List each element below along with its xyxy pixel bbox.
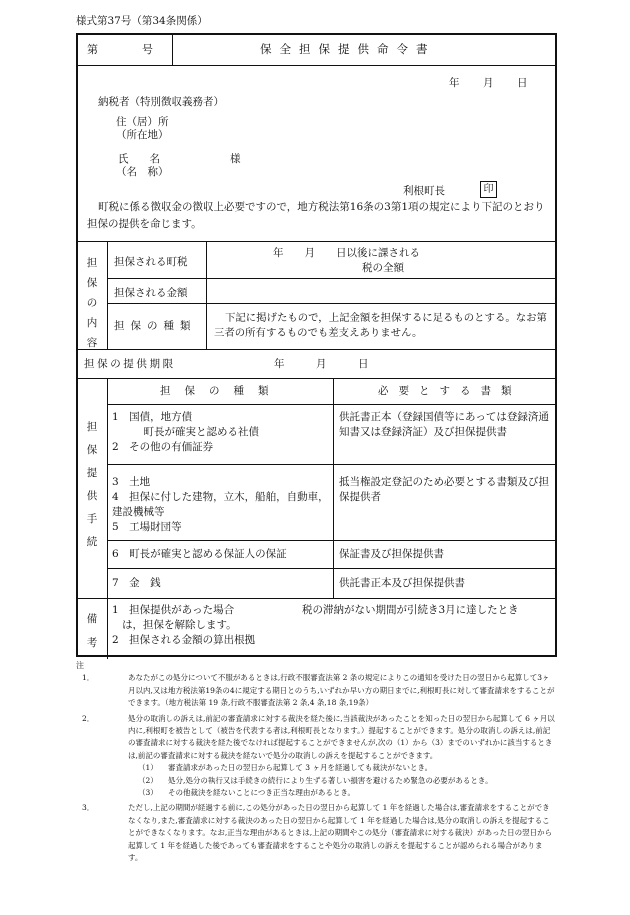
date-day: 日 [517,77,528,89]
name-alt-label: （名 称） [116,166,169,178]
location-label: （所在地） [116,129,169,141]
collateral-tax-value-2: 税の全額 [362,262,404,274]
collateral-amount-label: 担保される金額 [114,287,188,299]
name-label: 氏 名 [118,153,160,165]
date-year: 年 [449,77,460,89]
rule-proc-1 [107,464,555,465]
rule-proc-2 [107,540,555,541]
note-text: ただし,上記の期間が経過する前に,この処分があった日の翌日から起算して 1 年を経過した場合は,審査請求をすることができなくなり,また,審査請求に対する裁決のあった日の翌日から起算して 1 年を経過した場合は,処分の取消しの訴えを提起することができなくなります。なお,正当な理由があるときは,上記の期間やこの処分（審査請求に対する裁決）があった日の翌日から起算して 1 年を経過した後であっても審査請求をすることや処分の取消しの訴えを提起することが認められる場合があります。 [128,803,553,863]
address-label: 住（居）所 [116,116,169,128]
type-item-4: 4 担保に付した建物，立木，船舶，自動車，建設機械等 [112,491,329,518]
remarks-side-label: 備考 [86,613,98,649]
docs-row-4: 供託書正本及び担保提供書 [339,577,465,589]
remarks-item-2: 2 担保される金額の算出根拠 [112,634,256,646]
rule-content-label [206,241,207,349]
note-sub-number: （2） [138,775,158,785]
rule-procedure [78,598,555,599]
document-title: 保全担保提供命令書 [260,42,436,56]
note-sub-text: 審査請求があった日の翌日から起算して 3 ヶ月を経過しても裁決がないとき。 [168,763,433,773]
remarks-item-1a: 1 担保提供があった場合 [112,604,235,616]
note-item-1 [76,672,556,709]
rule-header [78,65,555,66]
rule-number-col [172,35,173,65]
issuer-title: 利根町長 [403,185,445,197]
note-text: 処分の取消しの訴えは,前記の審査請求に対する裁決を経た後に,当該裁決があったことを知った日の翌日から起算して 6 ヶ月以内に,利根町を被告として（被告を代表する者は,利根町長となります。）提起することができます。処分の取消しの訴えは,前記の審査請求に対する裁決を経た後でなければ提起することができませんが,次の（1）から（3）までのいずれかに該当するときは,前記の審査請求に対する裁決を経ないで処分の取消しの訴えを提起することができます。 [128,713,555,760]
remarks-item-1c: は，担保を解除します。 [122,619,237,631]
type-item-6: 6 町長が確実と認める保証人の保証 [112,548,287,560]
note-number: 3． [82,803,95,813]
form-id: 様式第37号（第34条関係） [76,15,208,27]
note-sub-number: （1） [138,763,158,773]
collateral-side-label: 担保の内容 [86,257,98,349]
rule-intro [78,241,555,242]
procedure-col-docs: 必要とする書類 [378,385,522,397]
deadline-label: 担保の提供期限 [84,358,176,370]
order-form [76,33,557,657]
type-item-5: 5 工場財団等 [112,521,182,533]
type-item-7: 7 金 銭 [112,577,161,589]
honorific: 様 [230,153,241,165]
note-text: あなたがこの処分について不服があるときは,行政不服審査法第 2 条の規定によりこの通知を受けた日の翌日から起算して3ヶ月以内,又は地方税法第19条の4に規定する期日とのうち,いずれか早い方の期日までに,利根町長に対して審査請求をすることができます。（地方税法第 19 条,行政不服審査法第 2 条,4 条,18 条,19条） [128,673,555,708]
taxpayer-label: 納税者（特別徴収義務者） [98,96,224,108]
note-sub-3 [138,787,556,799]
type-item-1: 1 国債，地方債 [112,411,193,423]
collateral-type-value: 下記に掲げたもので，上記金額を担保するに足るものとする。なお第三者の所有するものでも差支えありません。 [214,312,547,339]
procedure-col-type: 担保の種類 [160,385,283,397]
deadline-value: 年 月 日 [274,358,369,370]
type-item-2: 2 その他の有価証券 [112,441,214,453]
note-sub-text: 処分,処分の執行又は手続きの続行により生ずる著しい損害を避けるため緊急の必要があるとき。 [168,775,493,785]
remarks-item-1b: 税の滞納がない期間が引続き3月に達したとき [302,604,519,616]
note-number: 2． [82,713,95,723]
rule-proc-side [107,378,108,659]
notes-label: 注 [76,661,84,670]
rule-content [78,349,555,350]
collateral-tax-value-1: 年 月 日以後に課される [273,247,420,259]
docs-row-2: 抵当権設定登記のため必要とする書類及び担保提供者 [339,476,549,503]
note-item-3 [76,802,556,864]
collateral-type-label: 担保の種類 [114,320,197,332]
type-item-3: 3 土地 [112,476,151,488]
note-item-2 [76,713,556,800]
rule-tax [107,278,555,279]
order-body-text: 町税に係る徴収金の徴収上必要ですので，地方税法第16条の3第1項の規定により下記のとおり担保の提供を命じます。 [87,201,545,230]
rule-proc-mid [333,378,334,598]
rule-proc-3 [107,568,555,569]
rule-amount [107,303,555,304]
note-sub-2 [138,775,556,787]
docs-row-1: 供託書正本（登録国債等にあっては登録済通知書又は登録済証）及び担保提供書 [339,411,549,438]
type-item-1-sub: 町長が確実と認める社債 [112,426,259,438]
seal-mark: 印 [480,181,497,198]
rule-deadline [78,378,555,379]
order-number-label: 第 号 [87,43,153,56]
note-sub-number: （3） [138,788,158,798]
note-number: 1． [82,673,95,683]
procedure-side-label: 担保提供手続 [86,421,98,548]
collateral-tax-label: 担保される町税 [114,256,188,268]
date-month: 月 [483,77,494,89]
note-sub-1 [138,762,556,774]
docs-row-3: 保証書及び担保提供書 [339,548,444,560]
notes-section [76,660,556,865]
rule-content-side [107,241,108,349]
note-sub-text: その他裁決を経ないことにつき正当な理由があるとき。 [168,788,356,798]
rule-proc-head [107,404,555,405]
